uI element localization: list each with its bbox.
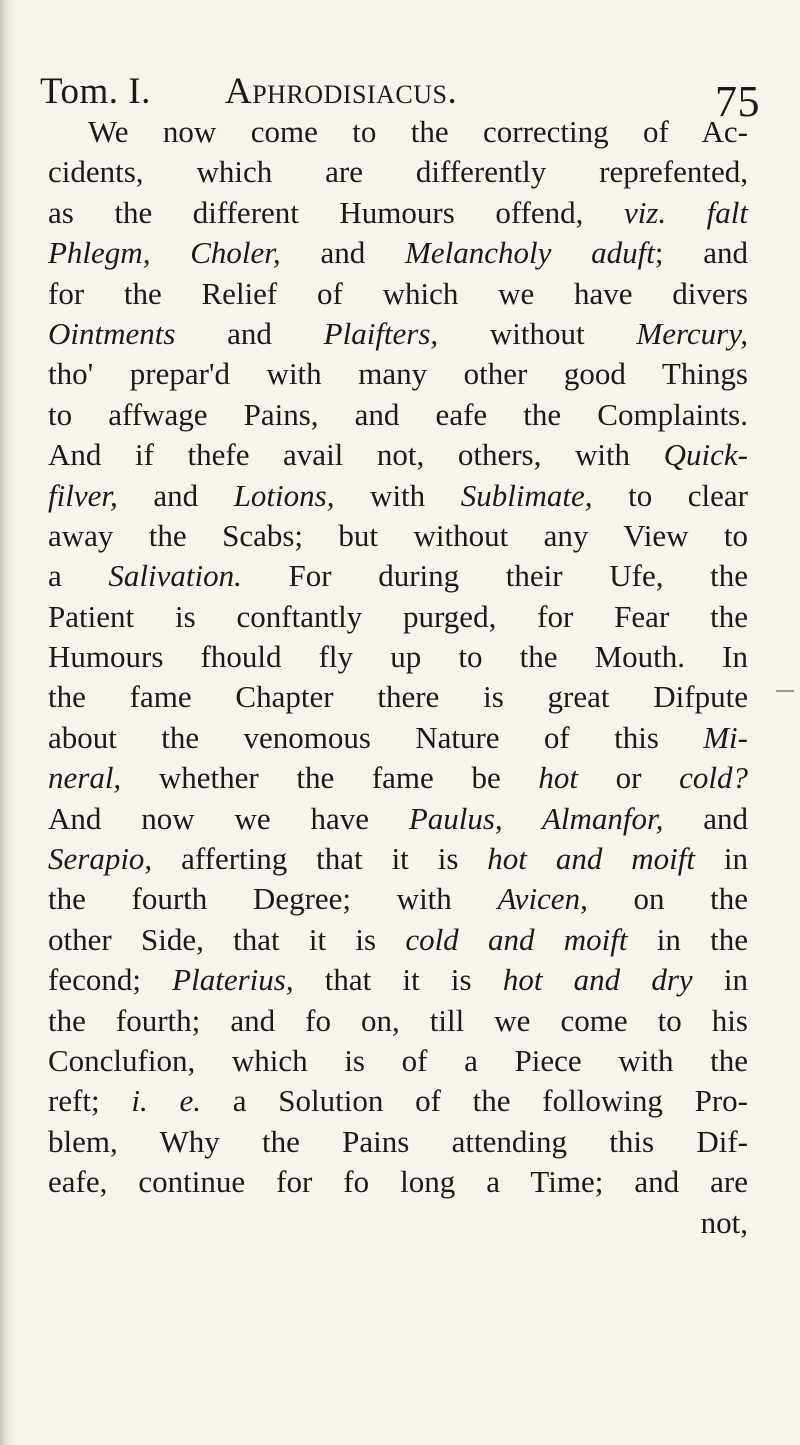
text-segment: eafe, continue for fo long a Time; and are [48, 1164, 748, 1200]
text-segment: without [438, 315, 637, 351]
text-segment: that it is [293, 962, 503, 998]
text-line [48, 920, 748, 960]
italic-segment: Platerius, [172, 962, 294, 998]
text-segment: fecond; [48, 962, 173, 998]
text-segment: in [694, 841, 748, 877]
text-line [48, 960, 748, 1000]
text-segment: and [663, 800, 748, 836]
text-segment: to affwage Pains, and eafe the Complaints. [48, 396, 748, 432]
text-line [48, 556, 748, 596]
italic-segment: viz. falt [623, 194, 748, 230]
text-line [48, 152, 748, 192]
italic-segment: Lotions, [233, 477, 335, 513]
text-segment: as the different Humours offend, [48, 194, 624, 230]
text-line [48, 1203, 748, 1243]
text-line [48, 1081, 748, 1121]
text-line [48, 718, 748, 758]
italic-segment: Plaifters, [323, 315, 439, 351]
text-line [48, 839, 748, 879]
text-segment: And if thefe avail not, others, with [48, 437, 664, 473]
text-segment: about the venomous Nature of this [48, 719, 704, 755]
text-segment: in the [627, 921, 748, 957]
text-line [48, 1162, 748, 1202]
text-line [48, 758, 748, 798]
text-segment: the fame Chapter there is great Difpute [48, 679, 748, 715]
text-segment: in [692, 962, 748, 998]
italic-segment: Avicen, [497, 881, 588, 917]
text-line [48, 112, 748, 152]
italic-segment: hot and moift [487, 841, 695, 877]
italic-segment: Serapio, [48, 841, 153, 877]
text-line [48, 354, 748, 394]
text-line [48, 799, 748, 839]
text-segment: Conclufion, which is of a Piece with the [48, 1042, 748, 1078]
text-segment: reft; [48, 1083, 132, 1119]
text-segment: We now come to the correcting of Ac- [88, 114, 748, 149]
italic-segment: filver, [48, 477, 118, 513]
text-line [48, 1001, 748, 1041]
page-number: 75 [715, 77, 760, 126]
italic-segment: Phlegm, Choler, [48, 235, 281, 271]
text-segment: cidents, which are differently reprefented, [48, 154, 748, 190]
italic-segment: Ointments [48, 315, 176, 351]
margin-mark [776, 690, 794, 692]
text-segment: to clear [592, 477, 748, 513]
text-line [48, 435, 748, 475]
text-segment: other Side, that it is [48, 921, 406, 957]
text-line [48, 1122, 748, 1162]
italic-segment: Sublimate, [460, 477, 593, 513]
italic-segment: Mi- [703, 719, 748, 755]
text-line [48, 637, 748, 677]
text-line [48, 516, 748, 556]
text-segment: away the Scabs; but without any View to [48, 517, 748, 553]
text-segment: with [334, 477, 461, 513]
text-line [48, 233, 748, 273]
italic-segment: Paulus, Almanfor, [408, 800, 664, 836]
italic-segment: hot and dry [502, 962, 693, 998]
text-segment: and [280, 235, 405, 271]
text-segment: for the Relief of which we have divers [48, 275, 748, 311]
text-line [48, 677, 748, 717]
text-line [48, 879, 748, 919]
text-segment: Patient is conftantly purged, for Fear the [48, 598, 748, 634]
body-text [48, 112, 748, 1243]
text-segment: on the [587, 881, 748, 917]
text-segment: or [578, 760, 680, 796]
text-segment: afferting that it is [152, 841, 488, 877]
text-segment: ; and [654, 235, 749, 271]
italic-segment: Quick- [663, 437, 748, 473]
text-line [48, 476, 748, 516]
text-segment: tho' prepar'd with many other good Things [48, 356, 748, 392]
tome-label: Tom. I. [40, 71, 151, 112]
italic-segment: hot [538, 760, 578, 796]
text-segment: a [48, 558, 109, 594]
text-segment: For during their Ufe, the [241, 558, 748, 594]
text-line [48, 1041, 748, 1081]
text-segment: a Solution of the following Pro- [201, 1083, 748, 1119]
text-segment: and [175, 315, 324, 351]
italic-segment: Mercury, [636, 315, 748, 351]
text-segment: And now we have [48, 800, 409, 836]
text-segment: whether the fame be [121, 760, 539, 796]
text-line [48, 314, 748, 354]
text-segment: the fourth Degree; with [48, 881, 498, 917]
text-segment: and [117, 477, 234, 513]
italic-segment: cold? [679, 760, 748, 796]
italic-segment: Salivation. [108, 558, 242, 594]
text-line [48, 193, 748, 233]
italic-segment: neral, [48, 760, 122, 796]
text-segment: the fourth; and fo on, till we come to his [48, 1002, 748, 1038]
text-segment: Humours fhould fly up to the Mouth. In [48, 639, 748, 675]
italic-segment: Melancholy aduft [405, 235, 655, 271]
text-line [48, 395, 748, 435]
text-segment: blem, Why the Pains attending this Dif- [48, 1123, 748, 1159]
italic-segment: i. e. [131, 1083, 202, 1119]
page-gutter [0, 0, 14, 1445]
running-title: Aphrodisiacus. [225, 71, 458, 112]
text-segment: not, [700, 1204, 748, 1240]
italic-segment: cold and moift [405, 921, 628, 957]
text-line [48, 597, 748, 637]
text-line [48, 274, 748, 314]
